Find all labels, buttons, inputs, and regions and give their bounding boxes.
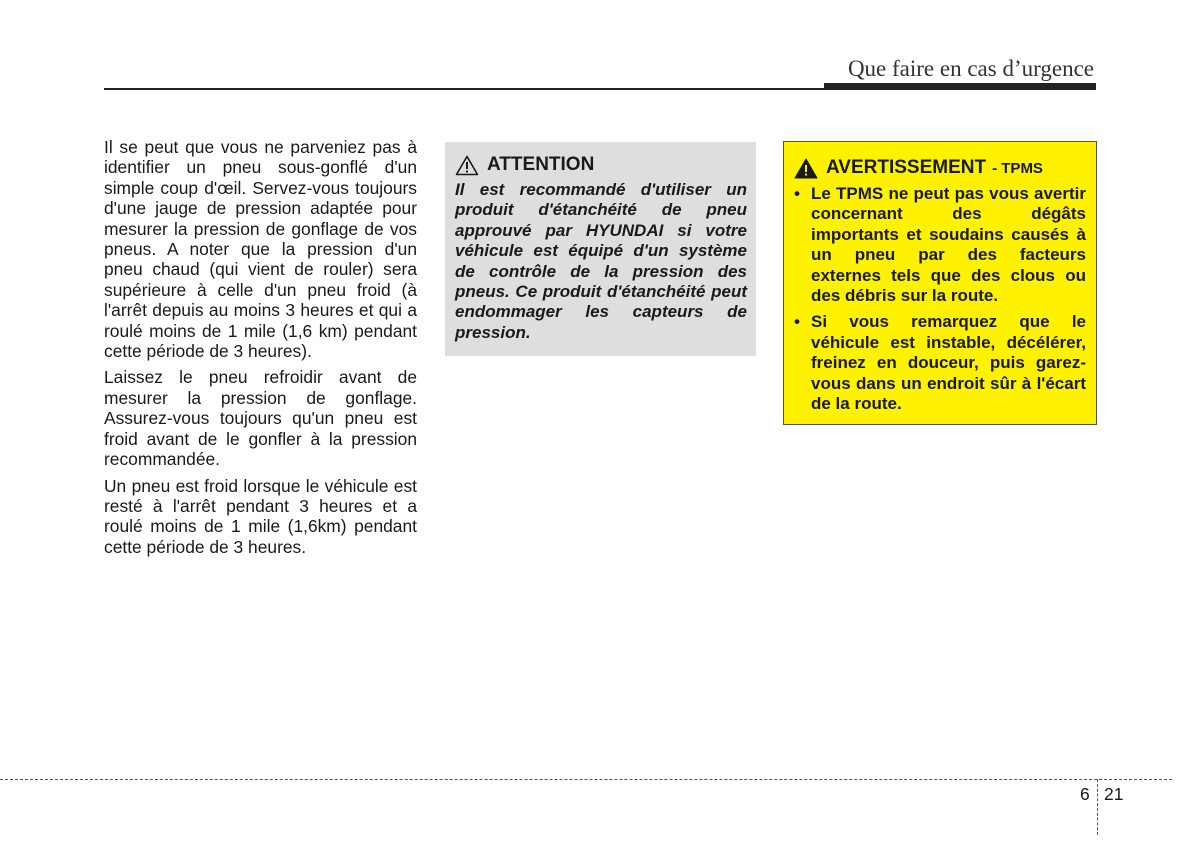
- bullet: •: [794, 184, 800, 203]
- header-rule-thin: [104, 88, 824, 90]
- warning-item-text: Si vous remarquez que le véhicule est instable, décélérer, freinez en douceur, puis garez-vous dans un endroit sûr à l'écart de la route.: [811, 312, 1086, 414]
- warning-subtitle: - TPMS: [992, 159, 1043, 177]
- body-paragraph: Il se peut que vous ne parveniez pas à identifier un pneu sous-gonflé d'un simple coup d'œil. Servez-vous toujours d'une jauge de pression adaptée pour mesurer la pression de gonflage de vos pneus. A noter que la pression d'un pneu chaud (qui vient de rouler) sera supérieure à celle d'un pneu froid (à l'arrêt depuis au moins 3 heures et qui a roulé moins de 1 mile (1,6 km) pendant cette période de 3 heures).: [104, 137, 417, 362]
- body-paragraph: Un pneu est froid lorsque le véhicule est resté à l'arrêt pendant 3 heures et a roulé moins de 1 mile (1,6km) pendant cette période de 3 heures.: [104, 475, 417, 557]
- attention-box: [445, 142, 756, 356]
- attention-body: Il est recommandé d'utiliser un produit d'étanchéité de pneu approuvé par HYUNDAI si votre véhicule est équipé d'un système de contrôle de la pression des pneus. Ce produit d'étanchéité peut endommager les capteurs de pression.: [455, 180, 747, 342]
- list-item: [794, 184, 1086, 306]
- header-rule-thick: [824, 83, 1096, 90]
- page-number: 21: [1104, 784, 1124, 804]
- warning-box: [783, 141, 1097, 425]
- warning-list: [794, 184, 1086, 414]
- running-header-title: Que faire en cas d’urgence: [847, 56, 1094, 81]
- footer-dashed-separator: [1097, 779, 1098, 835]
- warning-header: [794, 156, 1086, 180]
- list-item: [794, 312, 1086, 414]
- warning-title: AVERTISSEMENT: [826, 157, 987, 178]
- attention-header: [455, 154, 747, 176]
- warning-triangle-filled-icon: [794, 158, 818, 179]
- chapter-number: 6: [1080, 784, 1090, 804]
- body-text-column: [104, 137, 417, 563]
- footer-dashed-rule: [0, 779, 1172, 780]
- bullet: •: [794, 312, 800, 332]
- body-paragraph: Laissez le pneu refroidir avant de mesurer la pression de gonflage. Assurez-vous toujours qu'un pneu est froid avant de le gonfler à la pression recommandée.: [104, 367, 417, 470]
- warning-triangle-outline-icon: [455, 155, 479, 176]
- attention-title: ATTENTION: [487, 154, 595, 175]
- warning-item-text: Le TPMS ne peut pas vous avertir concernant des dégâts importants et soudains causés à un pneu par des facteurs externes tels que des clous ou des débris sur la route.: [811, 184, 1086, 306]
